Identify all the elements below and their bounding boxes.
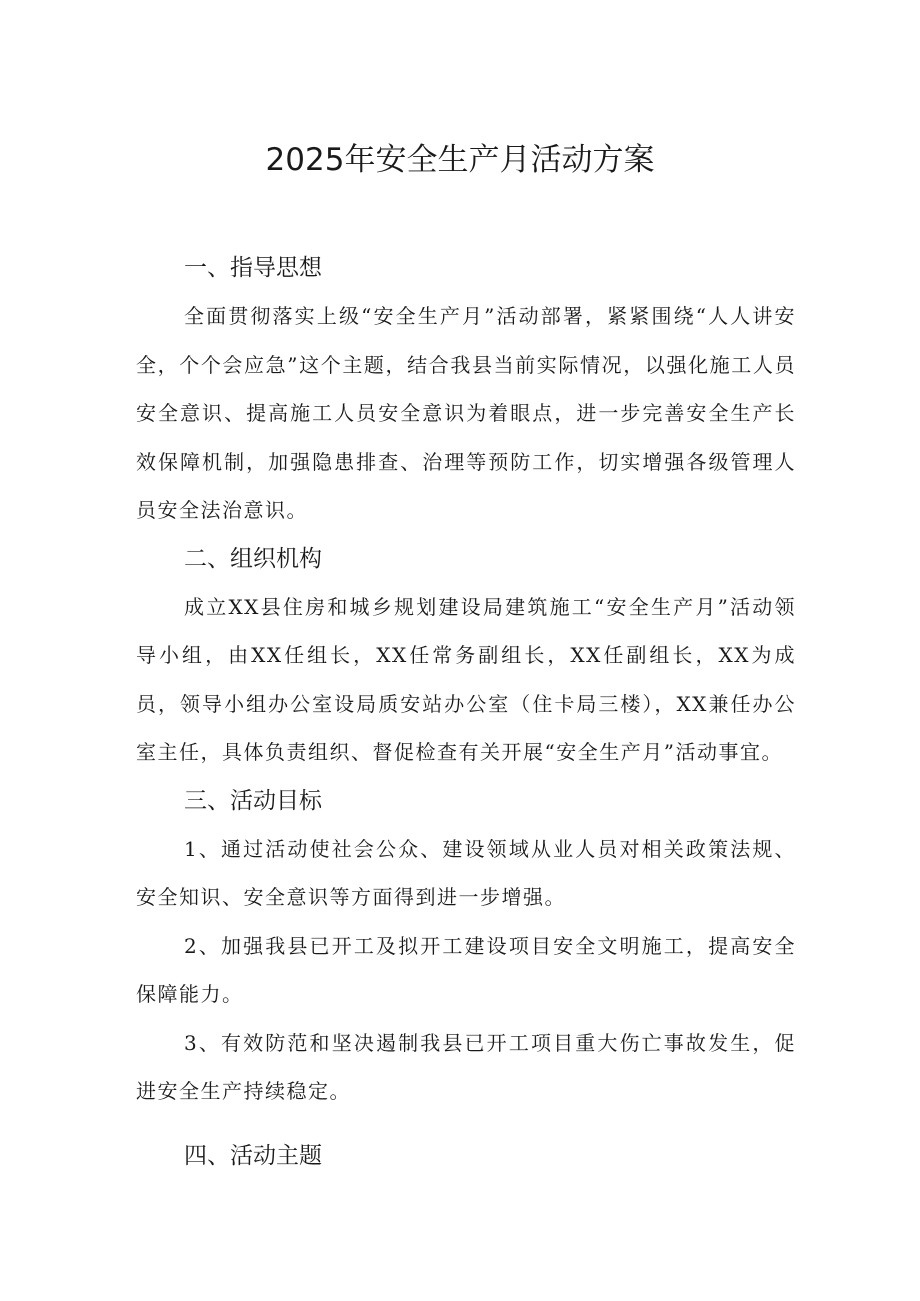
paragraph: 2、加强我县已开工及拟开工建设项目安全文明施工，提高安全保障能力。 (136, 933, 796, 1006)
section-heading: 三、活动目标 (184, 787, 322, 814)
section-activity-goals (136, 777, 796, 1116)
document-title: 2025年安全生产月活动方案 (265, 142, 655, 178)
paragraph: 1、通过活动使社会公众、建设领域从业人员对相关政策法规、安全知识、安全意识等方面得到进一步增强。 (136, 836, 796, 909)
document-body (136, 244, 796, 1180)
section-heading: 四、活动主题 (184, 1142, 322, 1169)
section-organization (136, 535, 796, 777)
section-activity-theme (136, 1132, 796, 1180)
paragraph: 3、有效防范和坚决遏制我县已开工项目重大伤亡事故发生，促进安全生产持续稳定。 (136, 1030, 796, 1103)
section-heading: 一、指导思想 (184, 255, 322, 281)
paragraph: 全面贯彻落实上级“安全生产月”活动部署，紧紧围绕“人人讲安全，个个会应急”这个主题，结合我县当前实际情况，以强化施工人员安全意识、提高施工人员安全意识为着眼点，进一步完善安全生产长效保障机制，加强隐患排查、治理等预防工作，切实增强各级管理人员安全法治意识。 (136, 304, 796, 522)
section-heading: 二、组织机构 (184, 545, 322, 572)
section-guiding-ideology (136, 244, 796, 535)
paragraph: 成立XX县住房和城乡规划建设局建筑施工“安全生产月”活动领导小组，由XX任组长，XX任常务副组长，XX任副组长，XX为成员，领导小组办公室设局质安站办公室（住卡局三楼），XX兼任办公室主任，具体负责组织、督促检查有关开展“安全生产月”活动事宜。 (136, 594, 796, 764)
spacer (136, 1116, 796, 1132)
